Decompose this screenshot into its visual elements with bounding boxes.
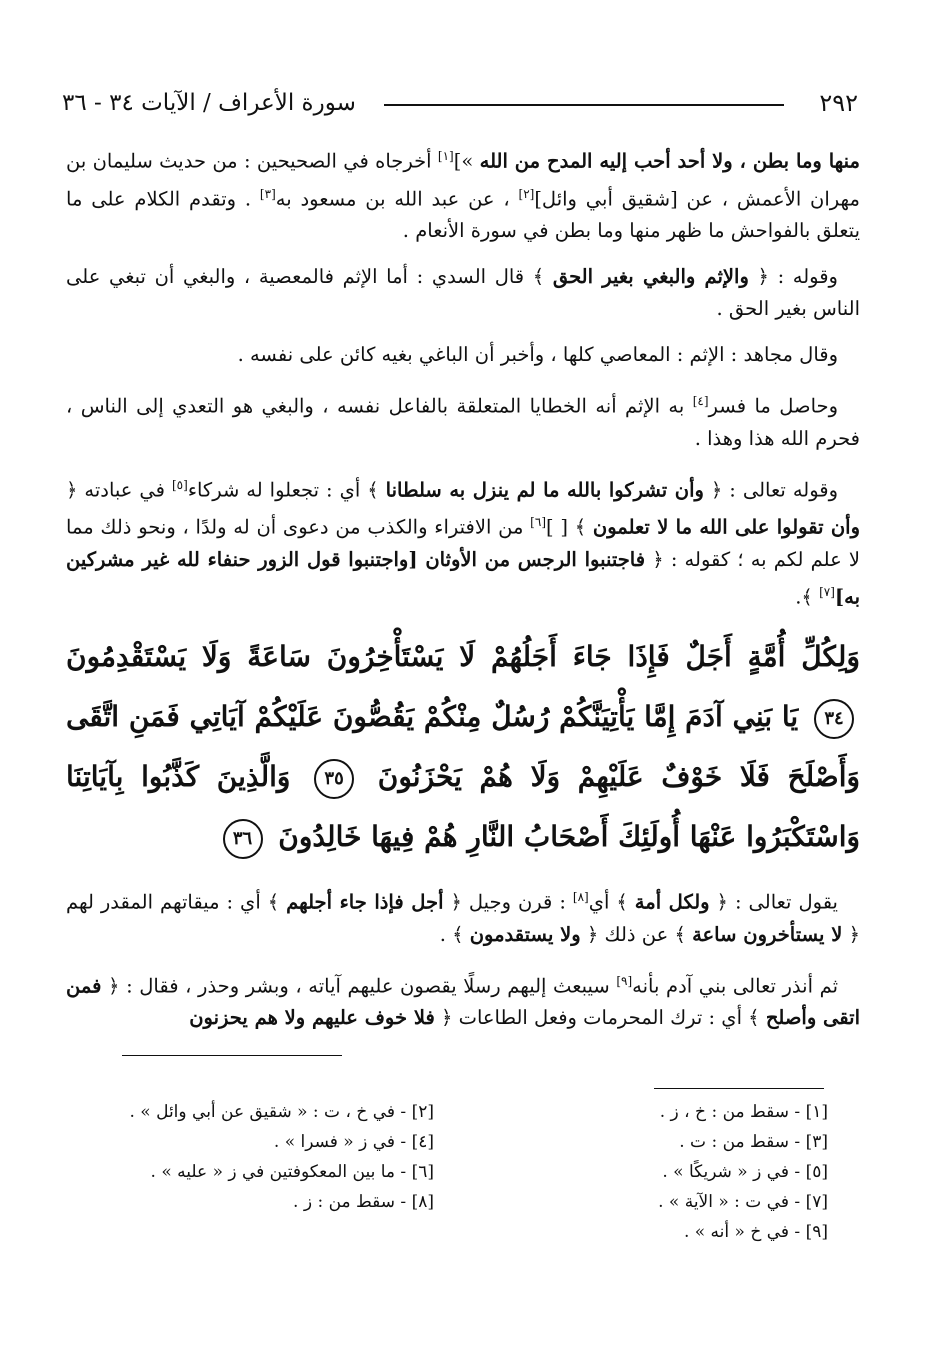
paragraph	[66, 965, 860, 1035]
footnotes	[80, 1098, 828, 1246]
text-run: ﴾ أي	[588, 890, 635, 914]
paragraph	[66, 261, 860, 325]
footnote: [٤] - في ز « فسرا » .	[273, 1132, 434, 1152]
footnote-ref: [٤]	[692, 394, 709, 408]
footnote-number: [٩]	[805, 1222, 828, 1242]
paragraph	[66, 140, 860, 247]
footnote: [١] - سقط من : خ ، ز .	[659, 1102, 828, 1122]
text-run: ﴾ أي : تجعلوا له شركاء	[187, 478, 386, 501]
quoted-verse: فلا خوف عليهم ولا هم يحزنون	[189, 1006, 435, 1029]
quoted-verse: وأن تشركوا بالله ما لم ينزل به سلطانا	[385, 478, 704, 501]
footnote-text: في ت : « الآية » .	[658, 1192, 790, 1212]
footnote-number: [١]	[805, 1102, 828, 1122]
text-run: ثم أنذر تعالى بني آدم بأنه	[632, 974, 838, 997]
text-run: أخرجاه في الصحيحين : من حديث سليمان بن مهران الأعمش ، عن [شقيق أبي وائل]	[66, 149, 860, 210]
text-run: به الإثم أنه الخطايا المتعلقة بالفاعل نفسه ، والبغي هو التعدي إلى الناس ، فحرم الله هذا وهذا .	[66, 394, 860, 450]
text-run: ﴾ قال السدي : أما الإثم فالمعصية ، والبغي أن تبغي على الناس بغير الحق .	[66, 265, 860, 320]
footnote-text: ما بين المعكوفتين في ز « عليه » .	[150, 1162, 396, 1182]
text-run: »]	[453, 149, 480, 173]
footnote-text: سقط من : ز .	[293, 1192, 396, 1212]
quoted-verse: ولا يستقدمون	[469, 922, 581, 946]
text-run: من الافتراء والكذب من دعوى أن له ولدًا ، ونحو ذلك مما لا علم لكم به ؛ كقوله : ﴿	[66, 515, 860, 571]
footnote: [٣] - سقط من : ت .	[679, 1132, 828, 1152]
paragraph	[66, 881, 860, 951]
text-run: ﴾ عن ذلك ﴿	[580, 922, 693, 946]
footnote-ref: [٥]	[171, 477, 188, 492]
text-run: ﴾ .	[439, 922, 470, 946]
ayah-number-badge: ٣٤	[814, 699, 854, 739]
footnote-number: [٥]	[805, 1162, 828, 1182]
text-run: ﴾ [ ]	[546, 515, 593, 539]
footnote-text: في ز « فسرا » .	[273, 1132, 396, 1152]
footnote-number: [٣]	[805, 1132, 828, 1152]
footnote-ref: [٧]	[819, 584, 835, 599]
paragraph	[66, 469, 860, 614]
ayah-number-badge: ٣٦	[223, 819, 263, 859]
footnote-text: في ز « شريكًا » .	[662, 1162, 790, 1182]
text-run: وقوله تعالى : ﴿	[703, 478, 839, 501]
verse-text: وَلِكُلِّ أُمَّةٍ أَجَلٌ فَإِذَا جَاءَ أَجَلُهُمْ لَا يَسْتَأْخِرُونَ سَاعَةً وَلَا يَسْتَقْدِمُونَ	[66, 640, 860, 673]
footnote-ref: [٦]	[530, 515, 546, 529]
footnote-text: سقط من : ت .	[679, 1132, 790, 1152]
text-run: ، عن عبد الله بن مسعود به	[275, 187, 519, 210]
footnote-ref: [١]	[437, 149, 454, 163]
text-run: سيبعث إليهم رسلًا يقصون عليهم آياته ، وبشر وحذر ، فقال : ﴿	[101, 974, 617, 997]
paragraph	[66, 339, 860, 371]
quoted-verse: أجل فإذا جاء أجلهم	[286, 890, 444, 914]
verse-text: يَا بَنِي آدَمَ إِمَّا يَأْتِيَنَّكُمْ رُسُلٌ مِنْكُمْ يَقُصُّونَ عَلَيْكُمْ آيَاتِي فَمَنِ اتَّقَى وَأَصْلَحَ فَلَا خَوْفٌ عَلَيْهِمْ وَلَا هُمْ يَحْزَنُونَ	[66, 700, 860, 793]
text-run: وقال مجاهد : الإثم : المعاصي كلها ، وأخبر أن الباغي بغيه كائن على نفسه .	[237, 343, 838, 366]
quoted-verse: لا يستأخرون ساعة	[692, 922, 843, 946]
quoted-verse: وأن تقولوا على الله ما لا تعلمون	[592, 515, 860, 539]
footnote-number: [٢]	[411, 1102, 434, 1122]
footnote: [٢] - في خ ، ت : « شقيق عن أبي وائل » .	[129, 1102, 434, 1122]
ayah-number-badge: ٣٥	[314, 759, 354, 799]
footnote-ref: [٨]	[572, 890, 589, 904]
footnote: [٨] - سقط من : ز .	[293, 1192, 434, 1212]
footnote-separator	[122, 1055, 342, 1056]
text-run: وقوله : ﴿	[748, 265, 838, 288]
quran-verses	[66, 627, 860, 867]
footnote-text: سقط من : خ ، ز .	[659, 1102, 790, 1122]
footnote-ref: [٣]	[259, 186, 276, 201]
page-number: ٢٩٢	[819, 89, 858, 117]
text-run: وحاصل ما فسر	[708, 394, 838, 418]
footnote: [٦] - ما بين المعكوفتين في ز « عليه » .	[150, 1162, 434, 1182]
text-run: في عبادته ﴿	[66, 478, 172, 501]
footnote: [٧] - في ت : « الآية » .	[658, 1192, 828, 1212]
text-run: يقول تعالى : ﴿	[709, 890, 838, 914]
footnote-number: [٧]	[805, 1192, 828, 1212]
footnote-number: [٨]	[411, 1192, 434, 1212]
footnote-number: [٤]	[411, 1132, 434, 1152]
footnote-text: في خ « أنه » .	[683, 1222, 790, 1242]
quoted-verse: منها وما بطن ، ولا أحد أحب إليه المدح من الله	[479, 149, 860, 173]
footnote-separator	[654, 1088, 824, 1089]
quoted-verse: ولكل أمة	[634, 890, 710, 914]
text-run: ﴾.	[795, 585, 820, 608]
header-rule	[384, 104, 784, 106]
text-run: . وتقدم الكلام على ما يتعلق بالفواحش ما ظهر منها وما بطن في سورة الأنعام .	[66, 187, 860, 242]
footnote-number: [٦]	[411, 1162, 434, 1182]
footnote-ref: [٢]	[518, 186, 535, 201]
text-run: ﴾ أي : ميقاتهم المقدر لهم ﴿	[66, 890, 860, 946]
quoted-verse: فاجتنبوا الرجس من الأوثان [واجتنبوا قول الزور حنفاء لله غير مشركين به]	[66, 547, 860, 608]
quoted-verse: والإثم والبغي بغير الحق	[552, 265, 749, 288]
footnote-text: في خ ، ت : « شقيق عن أبي وائل » .	[129, 1102, 396, 1122]
footnote-ref: [٩]	[616, 973, 633, 988]
text-run: : قرن وجيل ﴿	[443, 890, 573, 914]
page-header	[62, 86, 858, 122]
quoted-verse: فمن اتقى وأصلح	[66, 974, 860, 1029]
paragraph	[66, 385, 860, 455]
main-text	[66, 140, 860, 1048]
footnote: [٥] - في ز « شريكًا » .	[662, 1162, 828, 1182]
footnote: [٩] - في خ « أنه » .	[683, 1222, 828, 1242]
running-title: سورة الأعراف / الآيات ٣٤ - ٣٦	[62, 90, 356, 116]
text-run: ﴾ أي : ترك المحرمات وفعل الطاعات ﴿	[434, 1006, 766, 1029]
verse-text: وَالَّذِينَ كَذَّبُوا بِآيَاتِنَا وَاسْتَكْبَرُوا عَنْهَا أُولَئِكَ أَصْحَابُ النَّارِ هُمْ فِيهَا خَالِدُونَ	[66, 760, 860, 853]
